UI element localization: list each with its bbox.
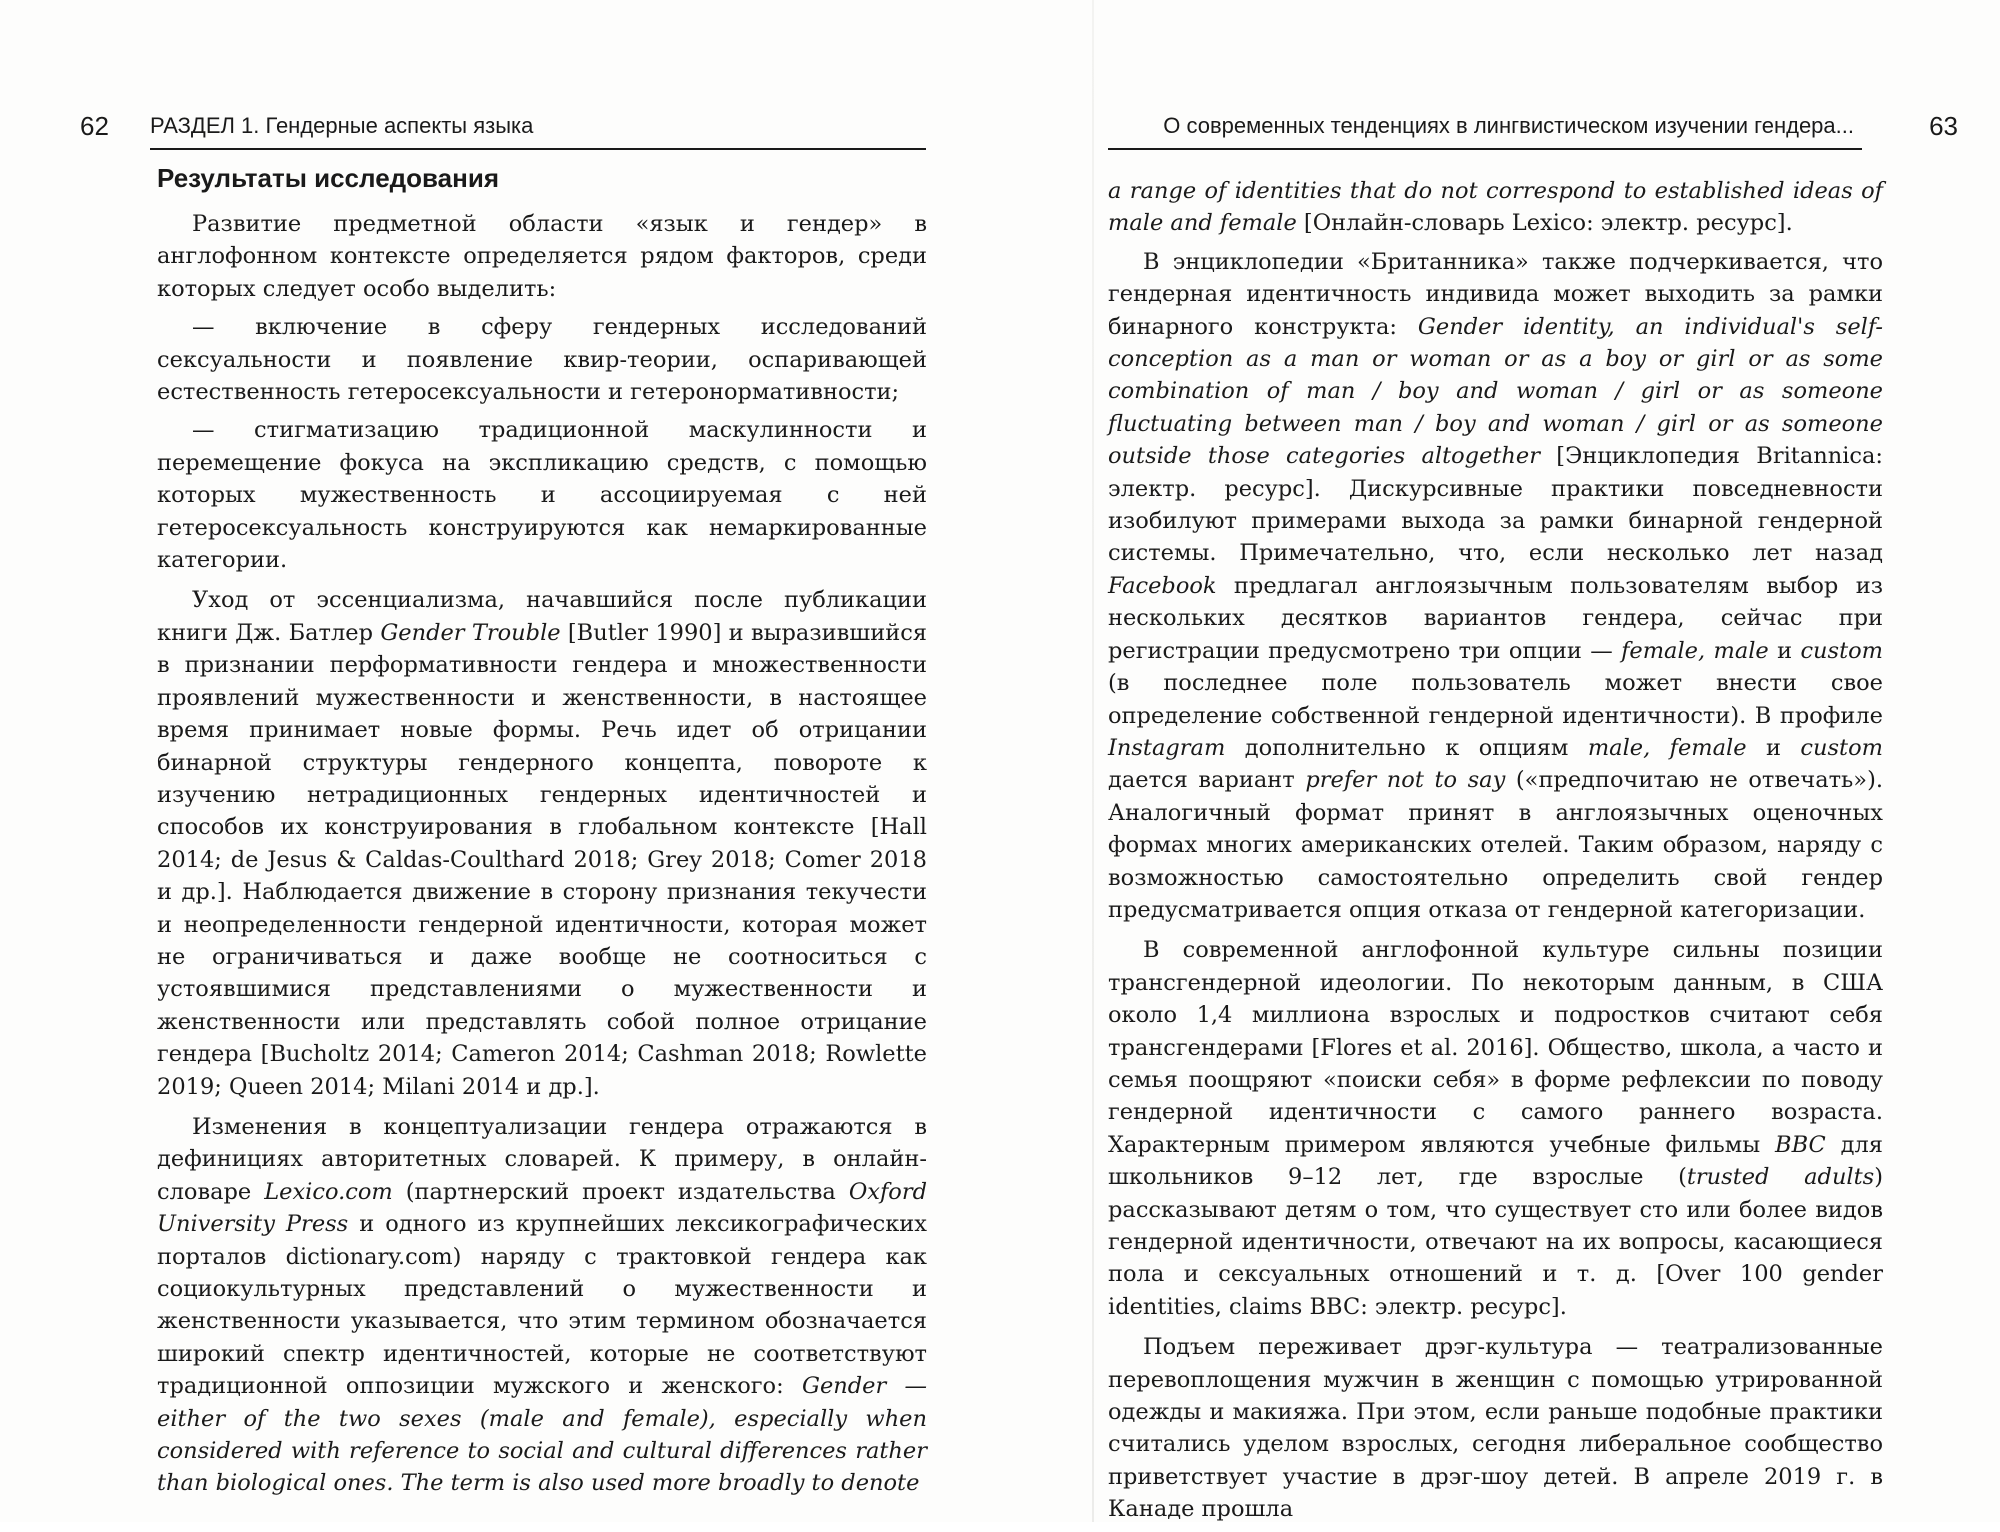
right-text-column	[1108, 175, 1883, 1532]
right-page-number: 63	[1929, 111, 1958, 141]
right-page	[1000, 0, 2000, 1522]
right-running-title: О современных тенденциях в лингвистическом изучении гендера...	[1163, 113, 1854, 138]
text-run: В современной англофонной культуре сильны позиции трансгендерной идеологии. По некоторым данным, в США около 1,4 миллиона взрослых и подростков считают себя трансгендерами [Flores et al. 2016]. Общество, школа, а часто и семья поощряют «поиски себя» в форме рефлексии по поводу гендерной идентичности с самого раннего возраста. Характерным примером являются учебные фильмы	[1108, 937, 1883, 1158]
text-run: и	[1746, 734, 1801, 761]
text-run: для школьников 9–12 лет, где взрослые (	[1108, 1131, 1883, 1191]
left-page-header	[80, 110, 926, 150]
italic-run: Gender Trouble	[380, 619, 561, 646]
italic-run: Instagram	[1108, 734, 1226, 761]
italic-run: custom	[1800, 637, 1883, 664]
left-paragraph-5	[157, 1111, 927, 1500]
text-run: дополнительно к опциям	[1225, 734, 1588, 761]
italic-run: male, female	[1587, 734, 1747, 761]
italic-run: Gender — either of the two sexes (male and female), especially when considered with reference to social and cultural differences rather than biological ones. The term is also used more broadly to denote	[157, 1373, 927, 1497]
text-run: и одного из крупнейших лексикографических порталов dictionary.com) наряду с трактовкой гендера как социокультурных представлений о мужественности и женственности указывается, что этим термином обозначается широкий спектр идентичностей, которые не соответствуют традиционной оппозиции мужского и женского:	[157, 1211, 927, 1400]
text-run: [Онлайн-словарь Lexico: электр. ресурс].	[1296, 210, 1793, 237]
right-header-rule	[1108, 148, 1862, 150]
text-run: В энциклопедии «Британника» также подчеркивается, что гендерная идентичность индивида может выходить за рамки бинарного конструкта:	[1108, 248, 1883, 340]
text-run: и	[1768, 637, 1801, 664]
italic-run: a range of identities that do not correspond to established ideas of male and female	[1108, 178, 1883, 237]
text-run: (в последнее поле пользователь может внести свое определение собственной гендерной идентичности). В профиле	[1108, 670, 1883, 729]
right-page-header	[1108, 110, 1958, 150]
italic-run: custom	[1800, 734, 1883, 761]
left-text-column	[157, 160, 927, 1506]
text-run: предлагал англоязычным пользователям выбор из нескольких десятков вариантов гендера, сейчас при регистрации предусмотрено три опции —	[1108, 572, 1883, 664]
left-paragraph-4	[157, 584, 927, 1103]
italic-run: Facebook	[1108, 572, 1217, 599]
text-run: («предпочитаю не отвечать»). Аналогичный формат принят в англоязычных оценочных формах многих американских отелей. Таким образом, наряду с возможностью самостоятельно определить свой гендер предусматривается опция отказа от гендерной категоризации.	[1108, 767, 1884, 923]
italic-run: BBC	[1775, 1131, 1826, 1158]
right-paragraph-2	[1108, 246, 1883, 927]
left-paragraph-3: — стигматизацию традиционной маскулинности и перемещение фокуса на экспликацию средств, с помощью которых мужественность и ассоциируемая с ней гетеросексуальность конструируются как немаркированные категории.	[157, 417, 927, 574]
right-paragraph-1	[1108, 175, 1883, 240]
left-paragraph-1: Развитие предметной области «язык и гендер» в англофонном контексте определяется рядом факторов, среди которых следует особо выделить:	[157, 211, 927, 302]
text-run: Изменения в концептуализации гендера отражаются в дефинициях авторитетных словарей. К примеру, в онлайн-словаре	[157, 1113, 927, 1205]
section-heading: Результаты исследования	[157, 163, 499, 193]
italic-run: Lexico.com	[264, 1178, 393, 1205]
text-run: (партнерский проект издательства	[392, 1178, 849, 1205]
text-run: дается вариант	[1108, 767, 1306, 794]
italic-run: trusted adults	[1686, 1164, 1875, 1191]
text-run: Уход от эссенциализма, начавшийся после публикации книги Дж. Батлер	[157, 587, 927, 646]
left-header-rule	[150, 148, 926, 150]
text-run: ) рассказывают детям о том, что существует сто или более видов гендерной идентичности, отвечают на их вопросы, касающиеся пола и сексуальных отношений и т. д. [Over 100 gender identities, claims BBC: электр. ресурс].	[1108, 1164, 1884, 1320]
italic-run: female, male	[1621, 637, 1769, 664]
text-run: [Butler 1990] и выразившийся в признании перформативности гендера и множественности проявлений мужественности и женственности, в настоящее время принимает новые формы. Речь идет об отрицании бинарной структуры гендерного концепта, повороте к изучению нетрадиционных гендерных идентичностей и способов их конструирования в глобальном контексте [Hall 2014; de Jesus & Caldas-Coulthard 2018; Grey 2018; Comer 2018 и др.]. Наблюдается движение в сторону признания текучести и неопределенности гендерной идентичности, которая может не ограничиваться и даже вообще не соотноситься с устоявшимися представлениями о мужественности и женственности или представлять собой полное отрицание гендера [Bucholtz 2014; Cameron 2014; Cashman 2018; Rowlette 2019; Queen 2014; Milani 2014 и др.].	[157, 619, 927, 1100]
left-page-number: 62	[80, 111, 109, 141]
italic-run: prefer not to say	[1305, 767, 1506, 794]
right-paragraph-3	[1108, 934, 1883, 1323]
left-paragraph-2: — включение в сферу гендерных исследований сексуальности и появление квир-теории, оспаривающей естественность гетеросексуальности и гетеронормативности;	[157, 314, 927, 406]
left-running-title: РАЗДЕЛ 1. Гендерные аспекты языка	[150, 113, 534, 138]
italic-run: Gender identity, an individual's self-conception as a man or woman or as a boy or girl or as some combination of man / boy and woman / girl or as someone fluctuating between man / boy and woman / girl or as someone outside those categories altogether	[1108, 313, 1883, 470]
italic-run: Oxford University Press	[157, 1178, 927, 1238]
right-paragraph-4: Подъем переживает дрэг-культура — театрализованные перевоплощения мужчин в женщин с помощью утрированной одежды и макияжа. При этом, если раньше подобные практики считались уделом взрослых, сегодня либеральное сообщество приветствует участие в дрэг-шоу детей. В апреле 2019 г. в Канаде прошла	[1108, 1334, 1883, 1523]
text-run: [Энциклопедия Britannica: электр. ресурс]. Дискурсивные практики повседневности изобилуют примерами выхода за рамки бинарной гендерной системы. Примечательно, что, если несколько лет назад	[1108, 443, 1884, 567]
left-page	[0, 0, 1000, 1522]
